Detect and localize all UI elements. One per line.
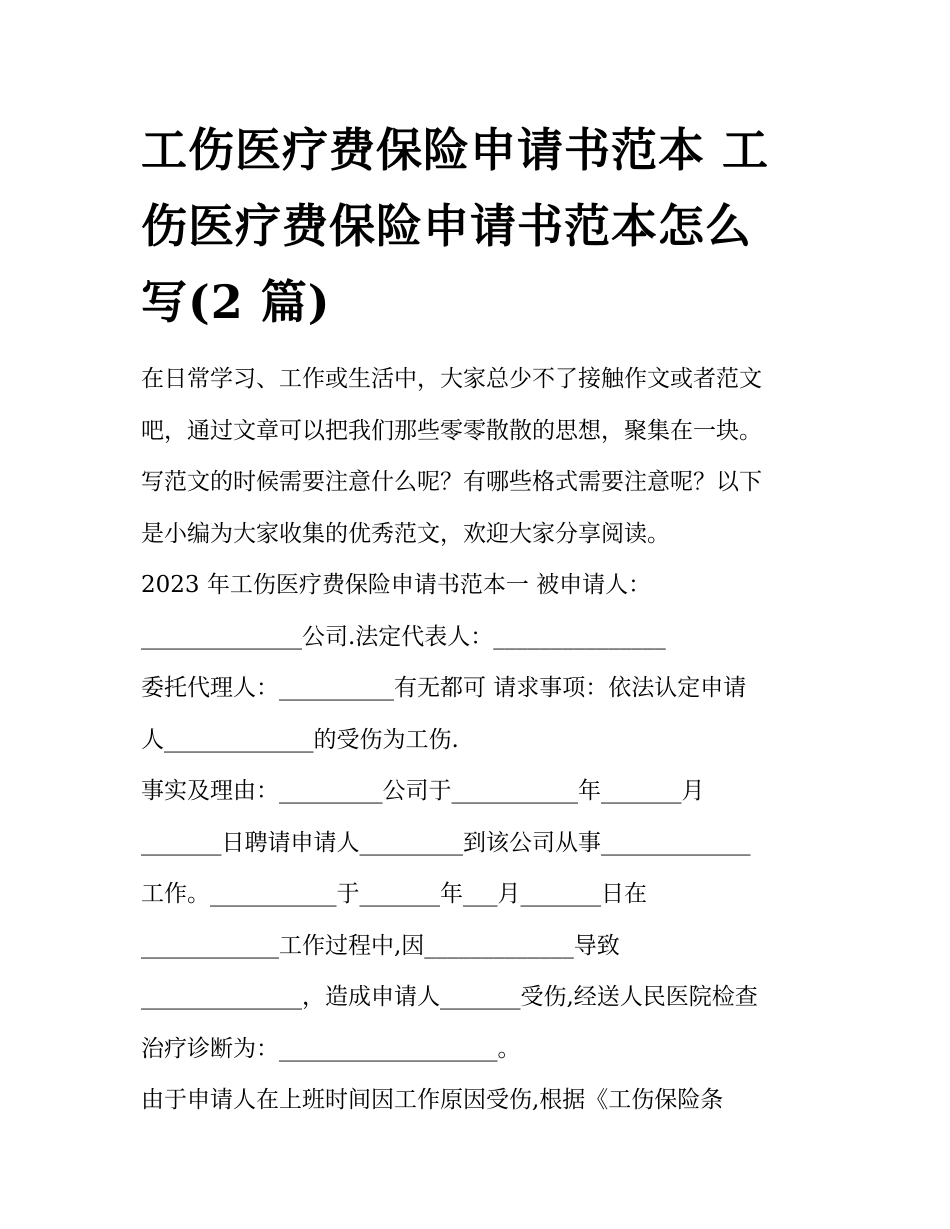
body-line: 写范文的时候需要注意什么呢？有哪些格式需要注意呢？以下 [141, 469, 762, 495]
body-line: 2023 年工伤医疗费保险申请书范本一 被申请人： [141, 572, 652, 598]
body-line: ____________工作过程中,因_____________导致 [141, 932, 620, 959]
body-line: 由于申请人在上班时间因工作原因受伤,根据《工伤保险条 [141, 1087, 724, 1113]
title-line: 写(2 篇) [141, 275, 331, 329]
document-body [141, 354, 831, 1127]
document-title [141, 112, 821, 340]
body-line: 是小编为大家收集的优秀范文，欢迎大家分享阅读。 [141, 520, 670, 547]
body-line: 事实及理由：_________公司于___________年_______月 [141, 778, 705, 804]
title-line: 工伤医疗费保险申请书范本 工 [141, 123, 770, 177]
body-line: ______________，造成申请人_______受伤,经送人民医院检查 [141, 984, 758, 1010]
body-line: 委托代理人：__________有无都可 请求事项：依法认定申请 [141, 675, 747, 701]
body-line: 人_____________的受伤为工伤. [141, 726, 459, 753]
body-line: 吧，通过文章可以把我们那些零零散散的思想，聚集在一块。 [141, 417, 762, 444]
body-line: ______________公司.法定代表人：_______________ [141, 623, 666, 650]
body-line: 在日常学习、工作或生活中，大家总少不了接触作文或者范文 [141, 366, 762, 392]
body-line: 工作。___________于_______年___月_______日在 [141, 881, 647, 907]
body-line: _______日聘请申请人_________到该公司从事_____________ [141, 829, 751, 856]
title-line: 伤医疗费保险申请书范本怎么 [141, 199, 752, 253]
body-line: 治疗诊断为：___________________。 [141, 1035, 521, 1062]
